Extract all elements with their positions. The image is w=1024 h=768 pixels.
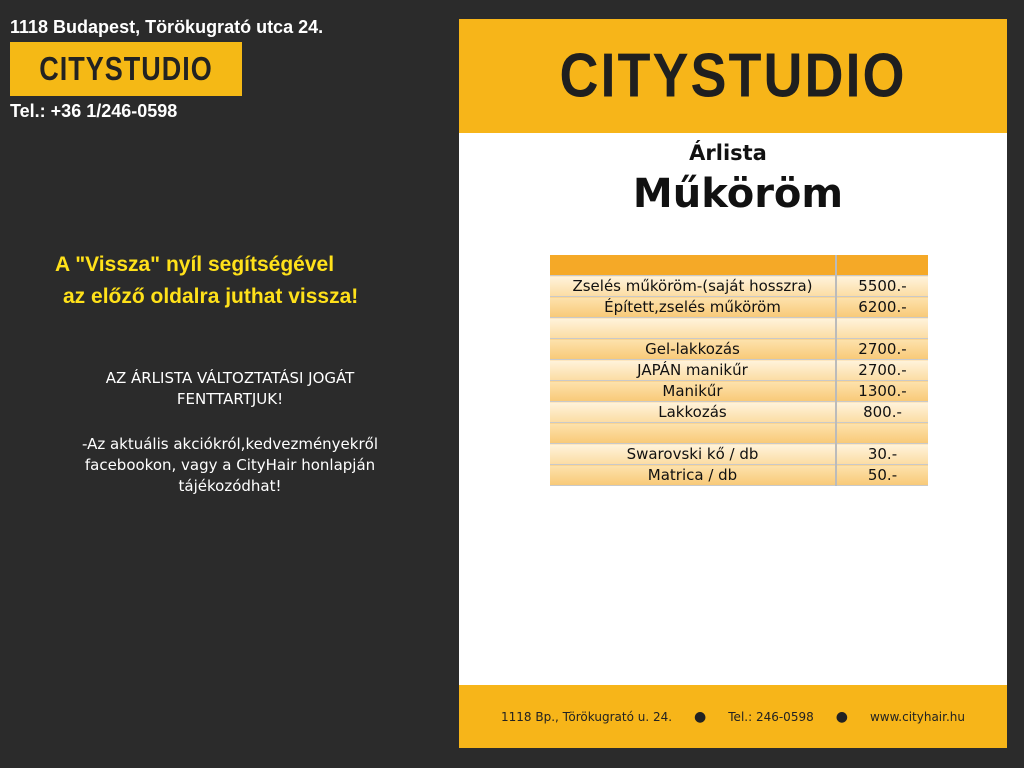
service-price: 6200.- [836,297,928,318]
service-name: Swarovski kő / db [550,444,836,465]
price-change-notice [20,368,440,410]
service-price: 5500.- [836,276,928,297]
price-list-label: Árlista [689,141,767,165]
bullet-icon: ● [694,708,707,725]
price-table [550,255,928,486]
service-price: 800.- [836,402,928,423]
price-list-title: Műköröm [632,171,844,217]
table-row [550,402,928,423]
sheet-logo: CITYSTUDIO [559,41,907,111]
info-line-1: -Az aktuális akciókról,kedvezményekről [81,435,378,453]
service-price [836,255,928,276]
service-price: 50.- [836,465,928,486]
table-row [550,360,928,381]
notice-line-1: AZ ÁRLISTA VÁLTOZTATÁSI JOGÁT [105,369,355,387]
footer-address: 1118 Bp., Törökugrató u. 24. [501,709,673,724]
table-row [550,339,928,360]
footer-website: www.cityhair.hu [869,709,965,724]
table-row [550,423,928,444]
service-price: 30.- [836,444,928,465]
back-hint-line-1: A "Vissza" nyíl segítségével [55,253,335,276]
sheet-footer [459,685,1007,748]
service-name: Gel-lakkozás [550,339,836,360]
logo-text: CITYSTUDIO [39,49,213,88]
table-row [550,255,928,276]
service-name [550,318,836,339]
bullet-icon: ● [835,708,848,725]
back-hint [55,249,405,313]
promo-info [20,434,440,497]
notice-line-2: FENTTARTJUK! [176,390,284,408]
phone-text: Tel.: +36 1/246-0598 [10,101,178,121]
service-name [550,423,836,444]
service-name: Manikűr [550,381,836,402]
service-name: JAPÁN manikűr [550,360,836,381]
citystudio-logo [10,42,242,96]
footer-phone: Tel.: 246-0598 [728,709,814,724]
info-line-2: facebookon, vagy a CityHair honlapján [84,456,376,474]
address-text: 1118 Budapest, Törökugrató utca 24. [10,17,324,37]
table-row [550,381,928,402]
back-hint-line-2: az előző oldalra juthat vissza! [63,285,359,308]
service-name: Épített,zselés műköröm [550,297,836,318]
price-list-sheet [459,19,1007,748]
service-name: Matrica / db [550,465,836,486]
table-row [550,318,928,339]
service-name: Lakkozás [550,402,836,423]
table-row [550,276,928,297]
service-price: 1300.- [836,381,928,402]
table-row [550,465,928,486]
service-name [550,255,836,276]
table-row [550,297,928,318]
service-name: Zselés műköröm-(saját hosszra) [550,276,836,297]
info-line-3: tájékozódhat! [178,477,282,495]
table-row [550,444,928,465]
service-price [836,423,928,444]
service-price [836,318,928,339]
service-price: 2700.- [836,360,928,381]
sheet-header [459,19,1007,133]
service-price: 2700.- [836,339,928,360]
